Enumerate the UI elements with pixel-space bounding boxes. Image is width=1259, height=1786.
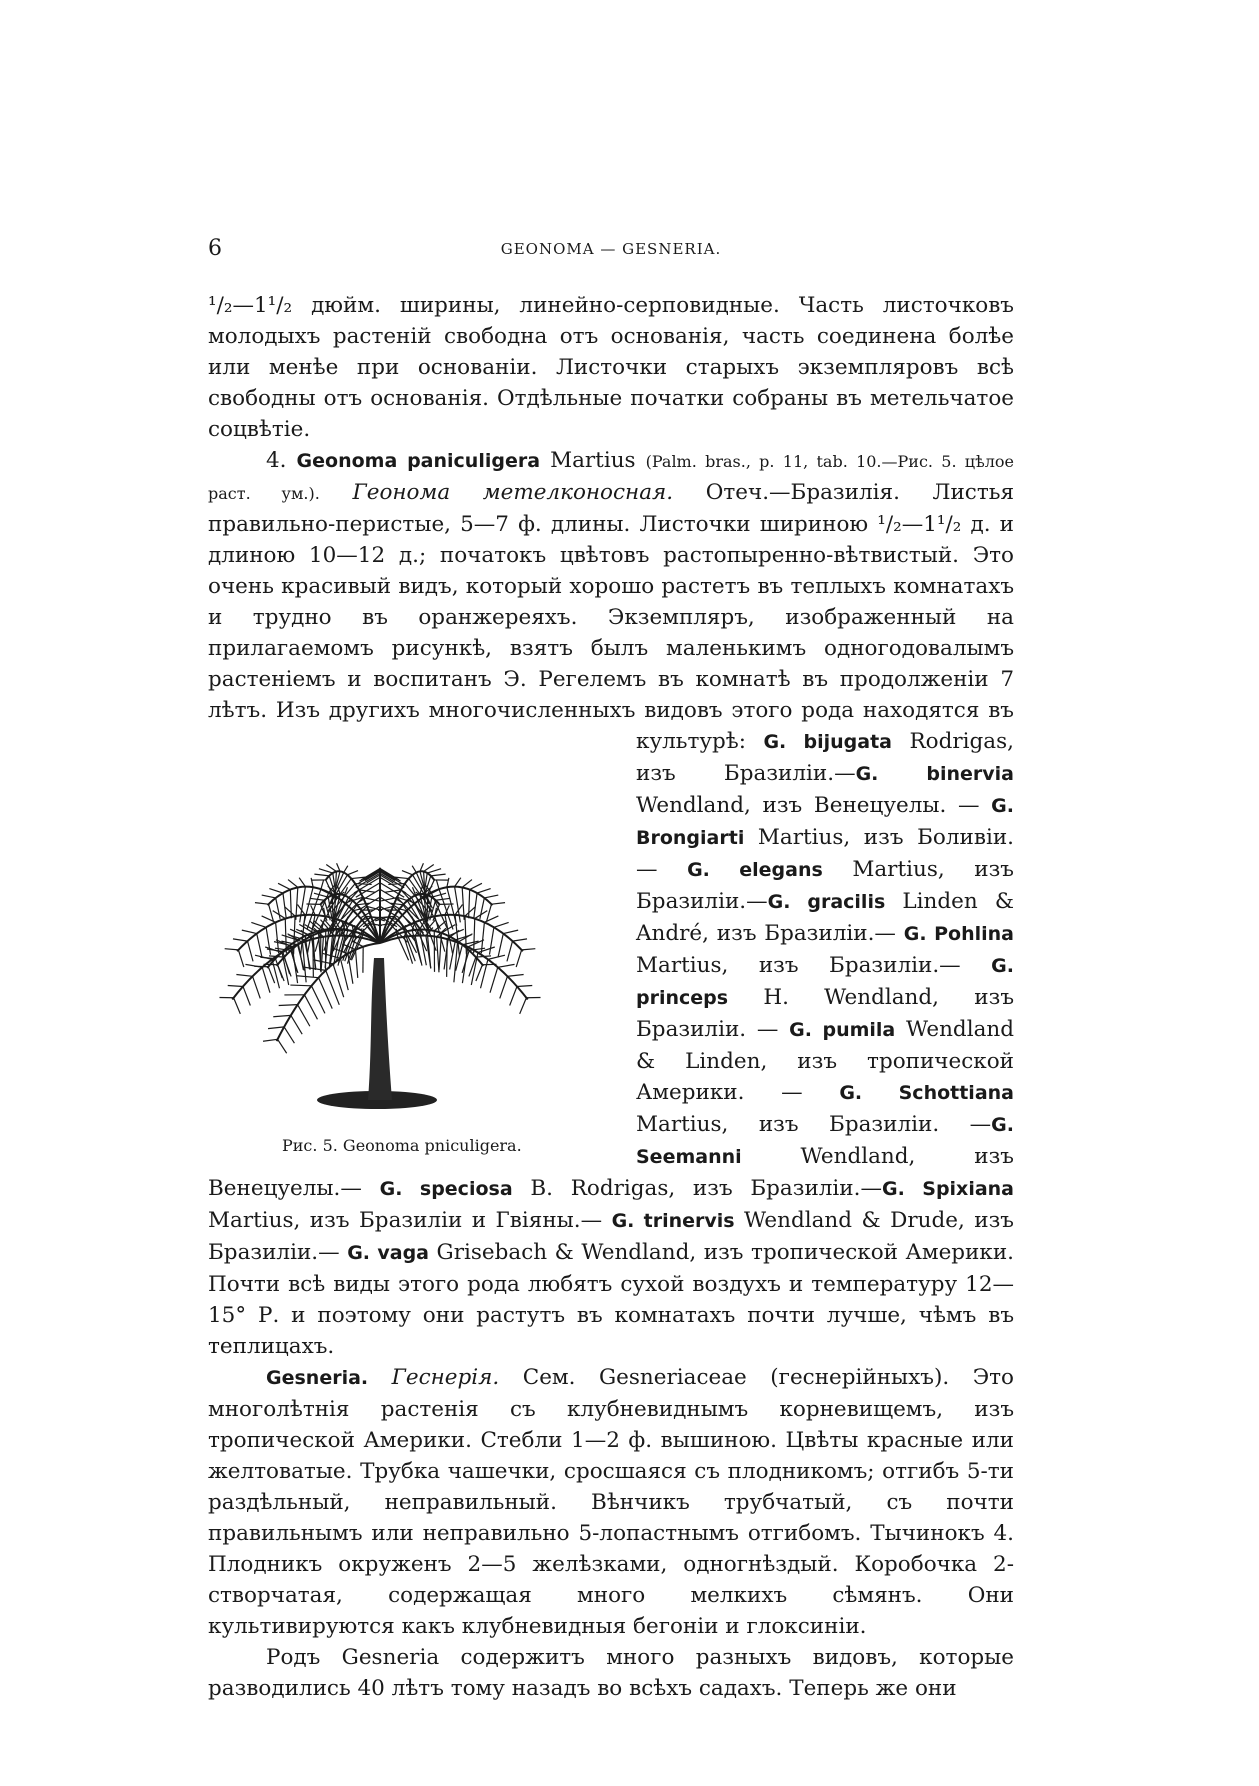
palm-leaflet <box>243 986 250 1005</box>
paragraph-geonoma-paniculigera <box>208 445 1014 1362</box>
palm-leaflet <box>498 964 515 967</box>
palm-leaflet <box>491 903 505 905</box>
palm-leaflet <box>382 916 394 917</box>
species-list-name: G. vaga <box>347 1242 429 1264</box>
palm-leaflet <box>454 942 458 982</box>
species-name: Geonoma paniculigera <box>296 450 541 472</box>
paragraph-gesneria-continued: Родъ Gesneria содержитъ много разныхъ видовъ, которые разводились 40 лѣтъ тому назадъ во всѣхъ садахъ. Теперь же они <box>208 1645 1014 1701</box>
palm-leaflet <box>480 898 484 919</box>
palm-leaflet <box>431 874 446 876</box>
gesneria-description: Сем. Gesneriaceae (геснерійныхъ). Это многолѣтнія растенія съ клубневиднымъ корневищемъ, изъ тропической Америки. Стебли 1—2 ф. вышиною. Цвѣты красные или желтоватые. Трубка чашечки, сросшаяся съ плодникомъ; отгибъ 5-ти раздѣльный, неправильный. Вѣнчикъ трубчатый, съ почти правильнымъ или неправильно 5-лопастнымъ отгибомъ. Тычинокъ 4. Плодникъ окруженъ 2—5 желѣзками, одногнѣздый. Коробочка 2-створчатая, содержащая много мелкихъ сѣмянъ. Они культивируются какъ клубневидныя бегоніи и глоксиніи. <box>208 1365 1014 1639</box>
palm-leaflet <box>474 919 475 954</box>
palm-leaflet <box>255 903 269 905</box>
palm-leaflet <box>290 985 311 986</box>
palm-leaflet <box>507 941 513 961</box>
entry-number: 4. <box>266 448 287 473</box>
palm-leaflet <box>344 866 348 873</box>
palm-leaflet <box>314 874 329 876</box>
palm-leaflet <box>284 1027 294 1043</box>
palm-trunk <box>368 958 392 1100</box>
species-list-name: G. Seemanni <box>636 1114 1014 1168</box>
species-list-origin: Wendland, изъ Венецуелы. — <box>636 793 992 818</box>
palm-leaflet <box>437 937 439 972</box>
description-text: Отеч.—Бразилія. Листья правильно-перистые, 5—7 ф. длины. Листочки шириною ¹/₂—1¹/₂ д. и длиною 10—12 д.; початокъ цвѣтовъ растопыренно-вѣтвистый. Это очень красивый видъ, который хорошо растетъ въ теплыхъ комнатахъ и трудно въ оранжереяхъ. Экземпляръ, изображенный на прилагаемомъ рисункѣ, взятъ былъ маленькимъ одногодовалымъ растеніемъ и воспитанъ Э. Регелемъ въ комнатѣ въ продолженіи 7 лѣтъ. Изъ другихъ многочисленныхъ видовъ этого рода находятся въ культурѣ: <box>208 480 1015 754</box>
closing-text: Почти всѣ виды этого рода любятъ сухой воздухъ и температуру 12—15° Р. и поэтому они растутъ въ комнатахъ почти лучше, чѣмъ въ теплицахъ. <box>208 1272 1014 1359</box>
reference: (Palm. bras., p. 11, tab. 10.—Рис. 5. цѣлое раст. ум.). <box>208 452 1014 503</box>
running-title: GEONOMA — GESNERIA. <box>500 240 722 258</box>
species-list-name: G. Brongiarti <box>636 795 1014 849</box>
palm-leaflet <box>279 1005 298 1006</box>
figure-palm <box>202 728 622 1168</box>
palm-leaflet <box>268 1027 284 1029</box>
palm-leaflet <box>262 895 276 898</box>
palm-leaflet <box>517 986 532 987</box>
species-list-origin: Martius, изъ Боливіи.— <box>636 825 1014 882</box>
palm-frond-rib <box>277 943 380 1041</box>
palm-leaflet <box>304 995 317 1019</box>
russian-genus-name: Геснерія. <box>391 1365 500 1390</box>
palm-leaflet <box>484 916 498 922</box>
palm-leaflet <box>247 941 253 961</box>
palm-leaflet <box>311 986 324 1014</box>
species-list-name: G. gracilis <box>767 891 886 913</box>
species-list-name: G. bijugata <box>763 731 893 753</box>
species-list-name: G. Spixiana <box>881 1178 1014 1200</box>
palm-leaflet <box>489 927 493 954</box>
palm-leaflet <box>432 893 446 897</box>
palm-leaflet <box>291 1015 302 1034</box>
palm-leaflet <box>257 934 262 958</box>
palm-leaflet <box>297 976 319 978</box>
palm-leaflet <box>238 950 243 967</box>
palm-leaflet <box>253 976 261 998</box>
palm-leaflet <box>321 880 324 889</box>
palm-leaflet <box>233 939 248 941</box>
palm-leaflet <box>498 934 503 958</box>
species-list-name: G. binervia <box>855 763 1014 785</box>
palm-leaflet <box>234 998 241 1014</box>
species-list-origin: Rodrigas, изъ Бразиліи.— <box>636 729 1014 786</box>
species-list-name: G. Pohlina <box>903 923 1014 945</box>
palm-leaflet <box>462 880 472 888</box>
palm-leaflet <box>477 889 491 894</box>
palm-leaflet <box>420 863 423 871</box>
palm-leaflet <box>269 889 283 894</box>
species-list-name: G. pumila <box>789 1019 896 1041</box>
palm-leaflet <box>424 865 434 872</box>
palm-leaflet <box>326 865 336 872</box>
page-header <box>208 236 1014 266</box>
palm-leaflet <box>355 950 357 978</box>
palm-leaflet <box>516 950 521 967</box>
palm-leaflet <box>520 998 527 1014</box>
palm-illustration <box>202 728 622 1128</box>
palm-leaflet <box>470 883 482 889</box>
palm-leaflet <box>494 922 509 927</box>
palm-leaflet <box>236 974 252 976</box>
palm-leaflet <box>405 925 406 932</box>
palm-leaflet <box>290 890 291 919</box>
paragraph-leaf-continuation: ¹/₂—1¹/₂ дюйм. ширины, линейно-серповидные. Часть листочковъ молодыхъ растеній свободна отъ основанія, часть соединена болѣе или менѣе при основаніи. Листочки старыхъ экземпляровъ всѣ свободны отъ основанія. Отдѣльные початки собраны въ метельчатое соцвѣтіе. <box>208 293 1014 442</box>
palm-leaflet <box>319 869 333 873</box>
palm-leaflet <box>412 866 416 873</box>
species-list-origin: Linden & André, изъ Бразиліи.— <box>636 889 1014 946</box>
palm-leaflet <box>278 883 290 889</box>
palm-leaflet <box>500 976 508 998</box>
palm-leaflet <box>380 868 399 879</box>
palm-leaflet <box>478 947 495 953</box>
palm-leaflet <box>276 898 280 919</box>
palm-leaflet <box>427 869 441 873</box>
palm-leaflet <box>513 939 528 941</box>
palm-leaflet <box>396 929 397 935</box>
palm-leaflet <box>462 950 469 973</box>
species-list-name: G. elegans <box>687 859 823 881</box>
palm-leaflet <box>266 927 270 954</box>
palm-leaflet <box>228 986 243 987</box>
palm-leaflet <box>402 871 413 875</box>
russian-name: Геонома метелконосная. <box>352 480 674 505</box>
palm-leaflet <box>262 967 270 992</box>
palm-leaflet <box>311 878 313 887</box>
palm-leaflet <box>507 974 523 976</box>
palm-leaflet <box>298 1005 310 1027</box>
palm-leaflet <box>288 880 298 888</box>
species-list-origin: Wendland, изъ Венецуелы.— <box>208 1144 1014 1201</box>
palm-leaflet <box>283 893 286 918</box>
palm-leaflet <box>503 930 518 933</box>
species-list-origin: H. Wendland, изъ Бразиліи. — <box>636 985 1014 1042</box>
species-list-name: G. speciosa <box>379 1178 513 1200</box>
palm-leaflet <box>347 871 358 875</box>
palm-leaflet <box>474 893 477 918</box>
page-body <box>208 290 1014 1704</box>
palm-leaflet <box>439 933 441 970</box>
species-list-origin: B. Rodrigas, изъ Бразиліи.— <box>512 1176 882 1201</box>
palm-leaflet <box>361 868 380 879</box>
species-list-origin: Martius, изъ Бразиліи. — <box>636 1112 992 1137</box>
palm-leaflet <box>268 967 274 983</box>
palm-leaflet <box>321 937 323 972</box>
palm-leaflet <box>299 878 305 887</box>
species-list-origin: Martius, изъ Бразиліи и Гвіяны.— <box>208 1208 612 1233</box>
species-list-name: G. princeps <box>636 955 1014 1009</box>
palm-leaflet <box>337 863 340 871</box>
palm-leaflet <box>436 880 439 889</box>
palm-leaflet <box>469 890 470 919</box>
palm-leaflet <box>476 965 483 981</box>
palm-leaflet <box>455 878 461 887</box>
species-list-origin: Wendland & Drude, изъ Бразиліи.— <box>208 1208 1014 1265</box>
palm-leaflet <box>225 949 239 950</box>
palm-leaflet <box>314 893 328 897</box>
palm-leaflet <box>388 884 405 885</box>
palm-leaflet <box>263 1039 278 1041</box>
palm-leaflet <box>278 1039 287 1053</box>
species-list-name: G. trinervis <box>611 1210 735 1232</box>
palm-leaflet <box>366 916 378 917</box>
palm-leaflet <box>484 895 498 898</box>
species-author: Martius <box>540 448 646 473</box>
palm-leaflet <box>447 878 449 887</box>
palm-leaflet <box>510 986 517 1005</box>
palm-leaflet <box>242 930 257 933</box>
palm-leaflet <box>522 949 536 950</box>
palm-leaflet <box>251 922 266 927</box>
page-number: 6 <box>208 236 222 261</box>
paragraph-gesneria <box>208 1362 1014 1642</box>
palm-leaflet <box>273 1015 291 1016</box>
figure-caption: Рис. 5. Geonoma pniculigera. <box>282 1136 522 1155</box>
species-list-origin: Grisebach & Wendland, изъ тропической Америки. <box>429 1240 1014 1265</box>
palm-leaflet <box>476 956 491 957</box>
palm-leaflet <box>490 967 498 992</box>
species-list-origin: Wendland & Linden, изъ тропической Америки. — <box>636 1017 1014 1105</box>
genus-name: Gesneria. <box>266 1367 369 1389</box>
species-list-origin: Martius, изъ Бразиліи.— <box>636 953 992 978</box>
species-list-origin: Martius, изъ Бразиліи.— <box>636 857 1014 914</box>
species-list-name: G. Schottiana <box>839 1082 1014 1104</box>
